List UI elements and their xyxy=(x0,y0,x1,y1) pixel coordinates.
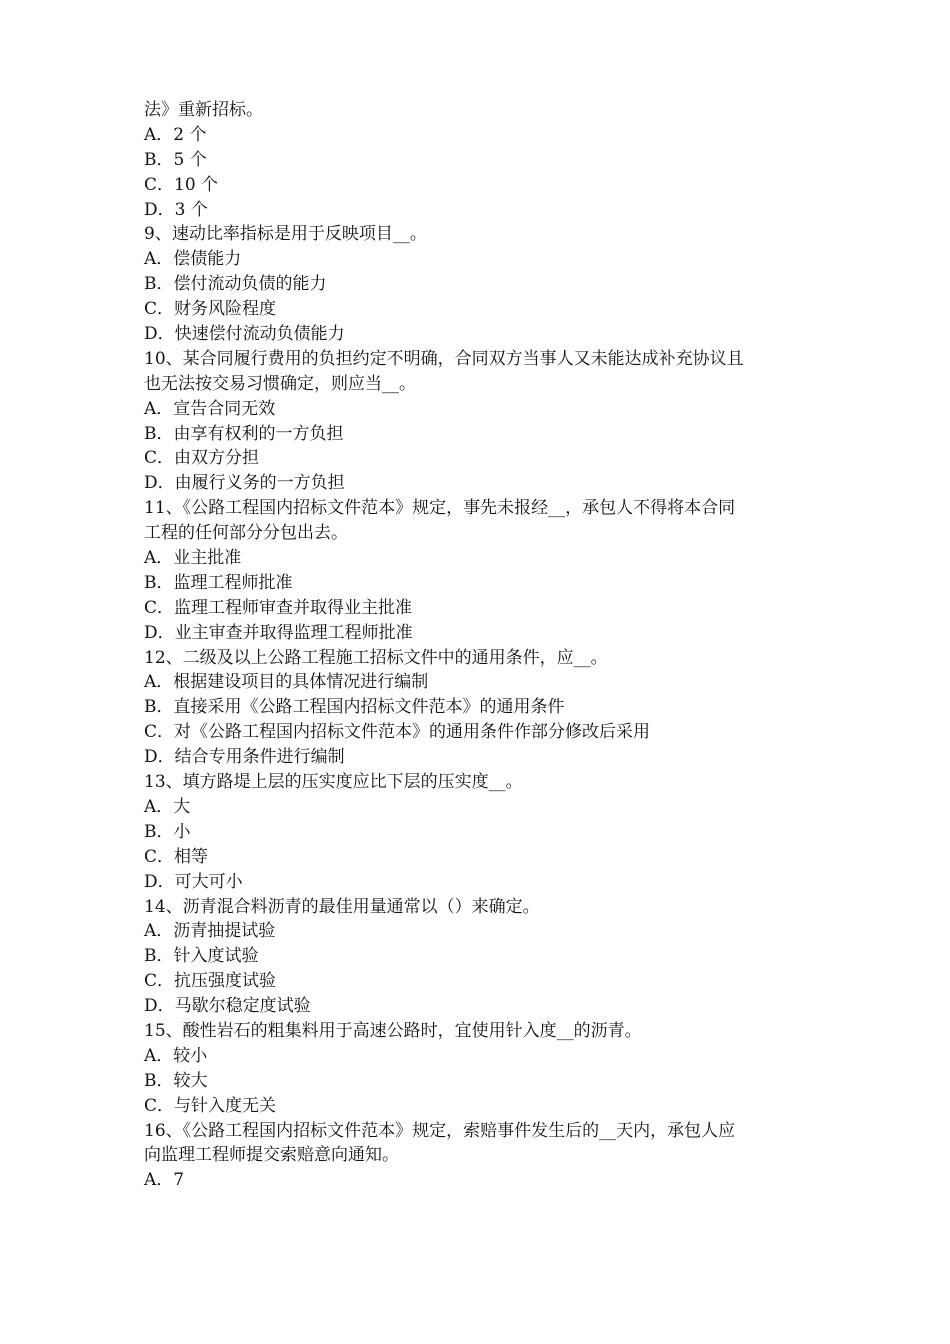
text-line: B．小 xyxy=(144,821,191,842)
text-line: A．偿债能力 xyxy=(144,249,242,270)
text-line: B．5 个 xyxy=(144,149,207,170)
text-line: B．由享有权利的一方负担 xyxy=(144,423,344,444)
text-line: 也无法按交易习惯确定，则应当__。 xyxy=(144,373,416,394)
text-line: D．业主审查并取得监理工程师批准 xyxy=(144,622,413,643)
text-line: B．偿付流动负债的能力 xyxy=(144,274,327,295)
text-line: C．与针入度无关 xyxy=(144,1095,277,1116)
text-line: 向监理工程师提交索赔意向通知。 xyxy=(144,1145,399,1166)
text-line: 9、速动比率指标是用于反映项目__。 xyxy=(144,224,427,245)
text-line: C．监理工程师审查并取得业主批准 xyxy=(144,597,413,618)
text-line: 法》重新招标。 xyxy=(144,100,263,120)
text-line: B．较大 xyxy=(144,1070,208,1091)
text-line: 16、《公路工程国内招标文件范本》规定，索赔事件发生后的__天内，承包人应 xyxy=(144,1120,736,1141)
text-line: C．10 个 xyxy=(144,174,219,195)
text-line: 10、某合同履行费用的负担约定不明确，合同双方当事人又未能达成补充协议且 xyxy=(144,348,744,369)
text-line: 13、填方路堤上层的压实度应比下层的压实度__。 xyxy=(144,772,523,793)
text-line: A．2 个 xyxy=(144,124,207,145)
text-line: C．相等 xyxy=(144,846,209,867)
document-text xyxy=(144,98,814,1193)
text-line: C．对《公路工程国内招标文件范本》的通用条件作部分修改后采用 xyxy=(144,722,651,743)
text-line: D．可大可小 xyxy=(144,871,243,892)
text-line: B．监理工程师批准 xyxy=(144,572,293,593)
text-line: A．大 xyxy=(144,796,191,817)
text-line: A．根据建设项目的具体情况进行编制 xyxy=(144,672,429,693)
text-line: 11、《公路工程国内招标文件范本》规定，事先未报经__，承包人不得将本合同 xyxy=(144,498,736,519)
text-line: D．快速偿付流动负债能力 xyxy=(144,324,345,345)
text-line: A．业主批准 xyxy=(144,548,242,569)
text-line: 14、沥青混合料沥青的最佳用量通常以（）来确定。 xyxy=(144,896,540,917)
text-line: D．马歇尔稳定度试验 xyxy=(144,996,311,1017)
text-line: A．7 xyxy=(144,1170,185,1191)
text-line: B．针入度试验 xyxy=(144,946,259,967)
text-line: A．宣告合同无效 xyxy=(144,398,276,419)
text-line: A．较小 xyxy=(144,1045,208,1066)
text-line: D．由履行义务的一方负担 xyxy=(144,473,345,494)
text-line: 工程的任何部分分包出去。 xyxy=(144,523,348,544)
text-line: D．结合专用条件进行编制 xyxy=(144,747,345,768)
text-line: 15、酸性岩石的粗集料用于高速公路时，宜使用针入度__的沥青。 xyxy=(144,1020,642,1041)
text-line: D．3 个 xyxy=(144,199,208,220)
text-line: B．直接采用《公路工程国内招标文件范本》的通用条件 xyxy=(144,697,565,718)
text-line: 12、二级及以上公路工程施工招标文件中的通用条件，应__。 xyxy=(144,647,608,668)
text-line: C．财务风险程度 xyxy=(144,299,277,320)
text-line: A．沥青抽提试验 xyxy=(144,921,276,942)
text-line: C．由双方分担 xyxy=(144,448,260,469)
text-line: C．抗压强度试验 xyxy=(144,971,277,992)
